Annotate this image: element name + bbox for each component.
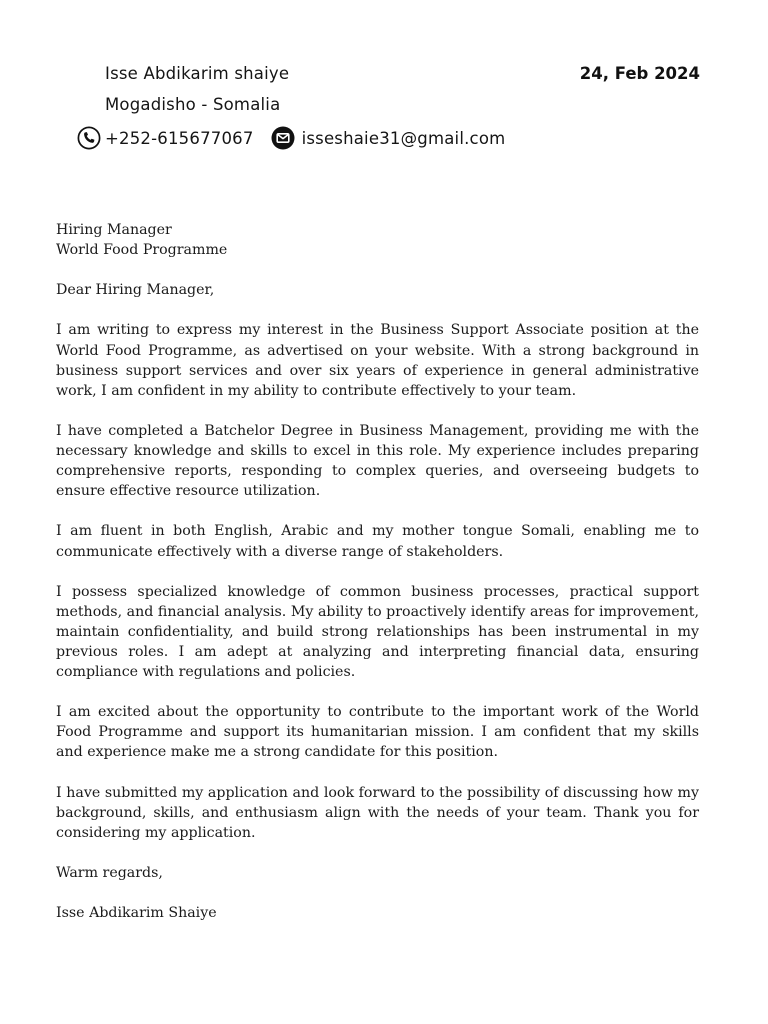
- recipient-organization: World Food Programme: [56, 242, 228, 259]
- email-address[interactable]: isseshaie31@gmail.com: [301, 128, 506, 148]
- letter-date: 24, Feb 2024: [579, 64, 700, 83]
- paragraph-education: I have completed a Batchelor Degree in Business Management, providing me with the necessary knowledge and skills to excel in this role. My experience includes preparing comprehensive reports, responding to complex queries, and overseeing budgets to ensure effective resource utilization.: [56, 422, 699, 500]
- letter-body: [56, 220, 699, 943]
- paragraph-closing: I have submitted my application and look forward to the possibility of discussing how my background, skills, and enthusiasm align with the needs of your team. Thank you for considering my application.: [56, 784, 699, 841]
- phone-number[interactable]: +252-615677067: [105, 128, 254, 148]
- sender-location: Mogadisho - Somalia: [105, 95, 281, 114]
- paragraph-motivation: I am excited about the opportunity to contribute to the important work of the World Food Programme and support its humanitarian mission. I am confident that my skills and experience make me a strong candidate for this position.: [56, 704, 699, 761]
- paragraph-skills: I possess specialized knowledge of common business processes, practical support methods, and financial analysis. My ability to proactively identify areas for improvement, maintain confidentiality, and build strong relationships has been instrumental in my previous roles. I am adept at analyzing and interpreting financial data, ensuring compliance with regulations and policies.: [56, 583, 699, 681]
- recipient-title: Hiring Manager: [56, 222, 172, 238]
- paragraph-interest: I am writing to express my interest in the Business Support Associate position at the World Food Programme, as advertised on your website. With a strong background in business support services and over six years of experience in general administrative work, I am confident in my ability to contribute effectively to your team.: [56, 322, 699, 399]
- signature-name: Isse Abdikarim Shaiye: [56, 905, 217, 922]
- paragraph-languages: I am fluent in both English, Arabic and my mother tongue Somali, enabling me to communicate effectively with a diverse range of stakeholders.: [56, 523, 699, 560]
- letter-header: [0, 0, 768, 160]
- salutation: Dear Hiring Manager,: [56, 282, 215, 299]
- phone-icon: [76, 125, 102, 151]
- sender-name: Isse Abdikarim shaiye: [105, 64, 290, 83]
- contact-row: [76, 124, 505, 152]
- envelope-icon: [270, 125, 296, 151]
- recipient-block: [56, 220, 699, 260]
- closing: Warm regards,: [56, 865, 163, 881]
